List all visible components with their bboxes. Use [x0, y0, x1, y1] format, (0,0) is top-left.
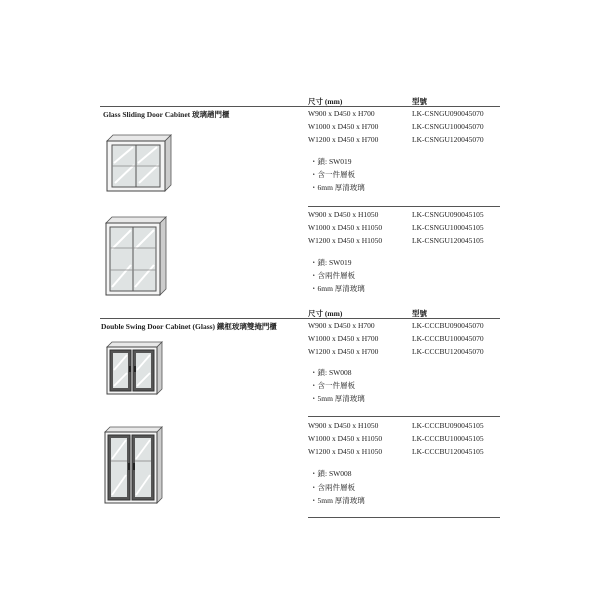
- model-cell: LK-CCCBU120045070: [412, 347, 484, 356]
- size-cell: W1200 x D450 x H700: [308, 347, 379, 356]
- size-cell: W900 x D450 x H700: [308, 109, 375, 118]
- size-cell: W1000 x D450 x H700: [308, 334, 379, 343]
- model-cell: LK-CSNGU090045105: [412, 210, 484, 219]
- glass-sliding-cabinet-low-icon: [103, 133, 173, 193]
- note-glass: ・5mm 厚清玻璃: [310, 394, 365, 403]
- model-column-header: 型號: [412, 309, 427, 318]
- glass-sliding-cabinet-high-icon: [103, 215, 168, 297]
- section-divider: [100, 106, 500, 107]
- double-swing-glass-cabinet-high-icon: [102, 425, 164, 505]
- section-title: Double Swing Door Cabinet (Glass) 鐵框玻璃雙掩門櫃: [101, 322, 277, 331]
- size-column-header: 尺寸 (mm): [308, 309, 343, 318]
- note-shelf: ・含一件層板: [310, 170, 355, 179]
- model-cell: LK-CCCBU100045105: [412, 434, 484, 443]
- section-divider: [100, 318, 500, 319]
- double-swing-glass-cabinet-low-icon: [104, 340, 164, 396]
- size-cell: W1000 x D450 x H1050: [308, 434, 383, 443]
- model-cell: LK-CSNGU120045105: [412, 236, 484, 245]
- model-cell: LK-CSNGU100045105: [412, 223, 484, 232]
- note-shelf: ・含兩件層板: [310, 483, 355, 492]
- note-lock: ・鎖: SW008: [310, 368, 352, 377]
- model-cell: LK-CSNGU100045070: [412, 122, 484, 131]
- size-cell: W1200 x D450 x H1050: [308, 236, 383, 245]
- note-shelf: ・含一件層板: [310, 381, 355, 390]
- model-cell: LK-CCCBU100045070: [412, 334, 484, 343]
- size-cell: W1000 x D450 x H700: [308, 122, 379, 131]
- note-glass: ・5mm 厚清玻璃: [310, 496, 365, 505]
- size-cell: W900 x D450 x H700: [308, 321, 375, 330]
- model-column-header: 型號: [412, 97, 427, 106]
- note-glass: ・6mm 厚清玻璃: [310, 284, 365, 293]
- model-cell: LK-CSNGU120045070: [412, 135, 484, 144]
- note-lock: ・鎖: SW008: [310, 469, 352, 478]
- note-glass: ・6mm 厚清玻璃: [310, 183, 365, 192]
- group-divider: [308, 206, 500, 207]
- model-cell: LK-CCCBU090045105: [412, 421, 484, 430]
- size-column-header: 尺寸 (mm): [308, 97, 343, 106]
- section-title: Glass Sliding Door Cabinet 玻璃趟門櫃: [103, 110, 230, 119]
- size-cell: W1200 x D450 x H1050: [308, 447, 383, 456]
- size-cell: W900 x D450 x H1050: [308, 210, 379, 219]
- group-divider: [308, 517, 500, 518]
- size-cell: W900 x D450 x H1050: [308, 421, 379, 430]
- model-cell: LK-CSNGU090045070: [412, 109, 484, 118]
- note-shelf: ・含兩件層板: [310, 271, 355, 280]
- note-lock: ・鎖: SW019: [310, 157, 352, 166]
- size-cell: W1200 x D450 x H700: [308, 135, 379, 144]
- model-cell: LK-CCCBU120045105: [412, 447, 484, 456]
- size-cell: W1000 x D450 x H1050: [308, 223, 383, 232]
- group-divider: [308, 416, 500, 417]
- note-lock: ・鎖: SW019: [310, 258, 352, 267]
- model-cell: LK-CCCBU090045070: [412, 321, 484, 330]
